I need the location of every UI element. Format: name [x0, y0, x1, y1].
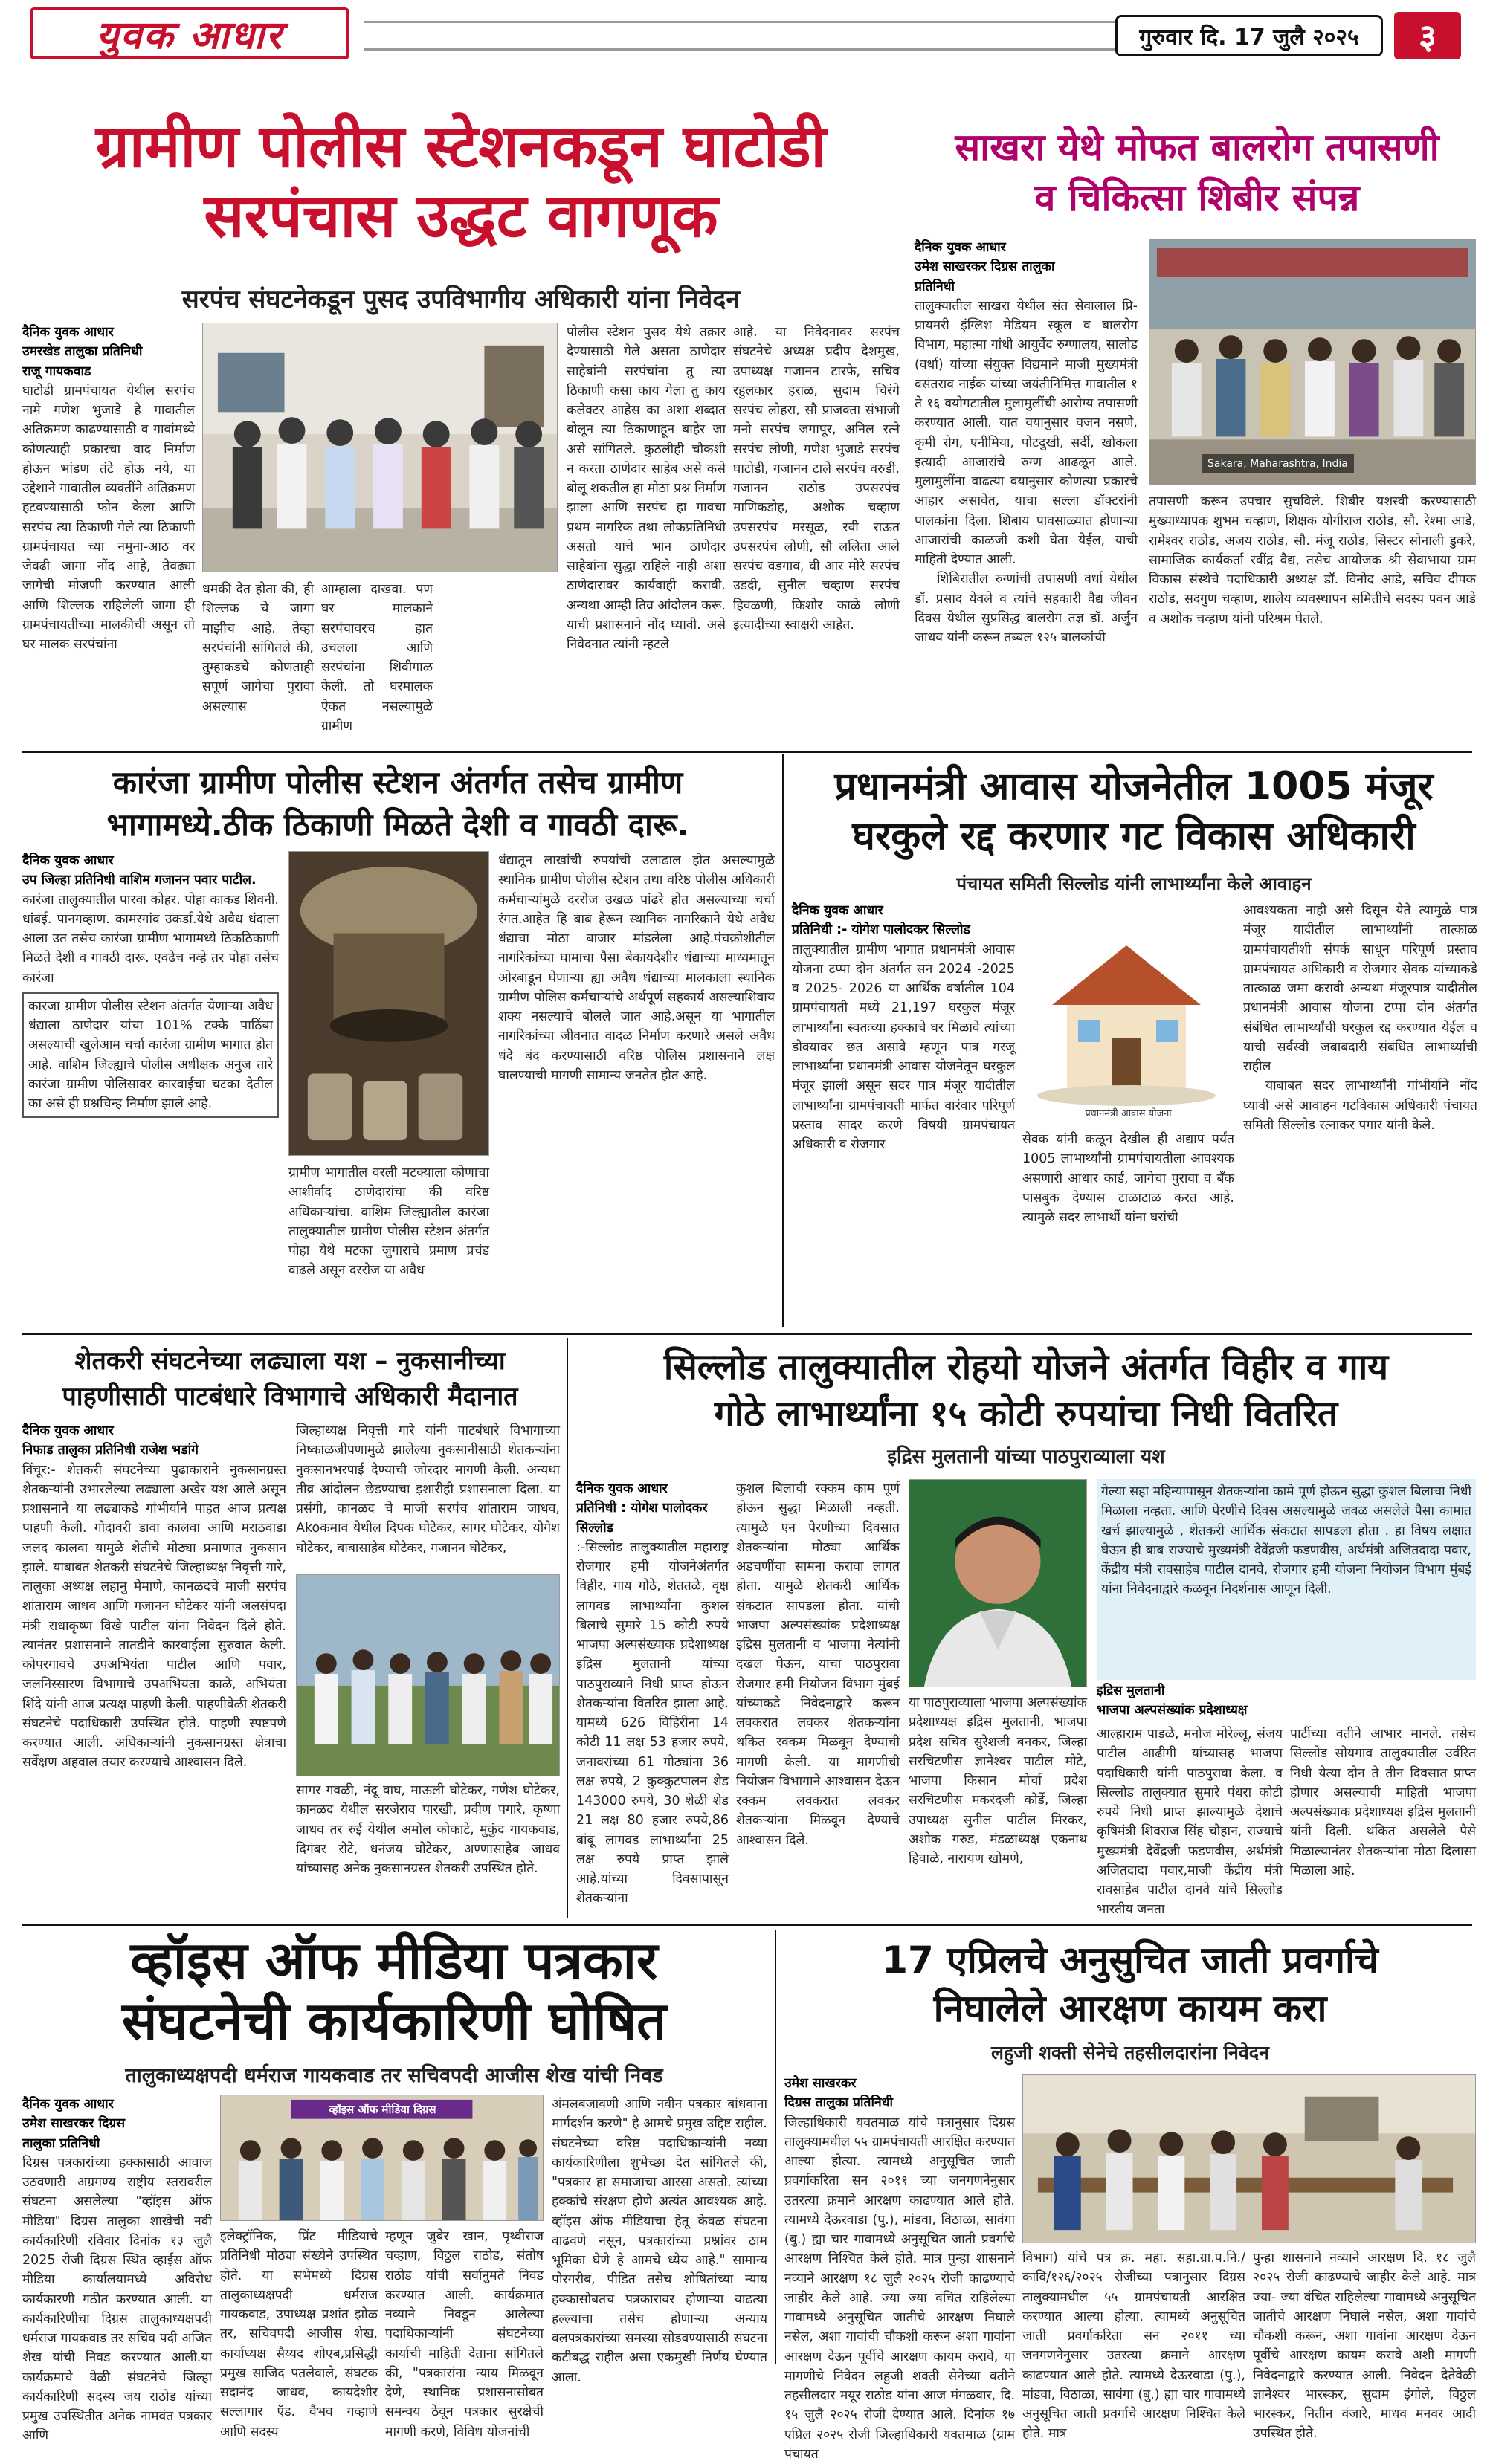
- story6-column-2: कुशल बिलाची रक्कम काम पूर्ण होऊन सुद्धा मिळाली नव्हती. त्यामुळे एन पेरणीच्या दिवसात शेतकऱ्यांना मोठ्या आर्थिक अडचणींचा सामना करावा लागत होता. यामुळे शेतकरी आर्थिक संकटात सापडला होता. यांची भाजपा अल्पसंख्यांक प्रदेशाध्यक्ष इद्रिस मुलतानी व भाजपा नेत्यांनी दखल घेऊन, याचा पाठपुरावा रोजगार हमी नियोजन विभाग मुंबई यांच्याकडे निवेदनाद्वारे करून लवकरात लवकर शेतकऱ्यांना थकित रक्कम मिळवून देण्याची मागणी केली. या मागणीची नियोजन विभागाने आश्वासन देऊन रक्कम लवकरात लवकर शेतकऱ्यांना मिळवून देण्याचे आश्वासन दिले.: [736, 1481, 900, 1848]
- story1-column-5: आहे. या निवेदनावर सरपंच संघटनेचे अध्यक्ष प्रदीप देशमुख, उपाध्यक्ष गजानन टारफे, सचिव रहुलकार हराळ, सुदाम चिरंगे सरपंच लोहरा, सौ प्राजक्ता संभाजी मनो सरपंच जगापूर, अनिल रत्ने सरपंच लोणी, गणेश भुजाडे सरपंच घाटोडी, गजानन टाले सरपंच वरुडी, गजानन राठोड उपसरपंच माणिकडोह, अशोक चव्हाण उपसरपंच मरसूळ, रवी राऊत उपसरपंच लोणी, सौ ललिता आले सरपंच वडगाव, वी आर मोरे सरपंच उडदी, सुनील चव्हाण सरपंच हिवळणी, किशोर काळे लोणी इत्यादींच्या स्वाक्षरी आहेत.: [733, 325, 900, 633]
- story1-byline: दैनिक युवक आधार उमरखेड तालुका प्रतिनिधी राजू गायकवाड: [22, 325, 143, 379]
- story5-column-1: दैनिक युवक आधार निफाड तालुका प्रतिनिधी राजेश भडांगे विंचूर:- शेतकरी संघटनेच्या पुढाकाराने नुकसानग्रस्त शेतकऱ्यांनी उभारलेल्या लढ्याला अखेर यश आले असून प्रशासनाने या लढ्याकडे गांभीर्याने पाहत आज प्रत्यक्ष पाहणी केली. गोदावरी डावा कालवा आणि मराठवाडा जलद कालवा यामुळे शेतीचे मोठ्या प्रमाणात नुकसान झाले. याबाबत शेतकरी संघटनेचे जिल्हाध्यक्ष निवृत्ती गारे, तालुका अध्यक्ष लहानु मेमाणे, कानळदचे माजी सरपंच शांताराम जाधव आणि गजानन घोटेकर यांनी जलसंपदा मंत्री राधाकृष्ण विखे पाटील यांना निवेदन दिले होते. त्यानंतर प्रशासनाने तातडीने कारवाईला सुरुवात केली. कोपरगावचे उपअभियंता पाटील आणि पवार, जलनिस्सारण विभागाचे उपअभियंता काळे, अभियंता शिंदे यांनी आज प्रत्यक्ष पाहणी केली. पाहणीवेळी शेतकरी संघटनेचे पदाधिकारी उपस्थित होते. पाहणी स्पष्टपणे करण्यात आली. अधिकाऱ्यांनी नुकसानग्रस्त क्षेत्राचा सर्वेक्षण अहवाल तयार करण्याचे आश्वासन दिले.: [22, 1421, 286, 1918]
- story3-column-3: धंद्यातून लाखांची रुपयांची उलाढाल होत असल्यामुळे स्थानिक ग्रामीण पोलीस स्टेशन तथा वरिष्ठ पोलीस अधिकारी कर्मचाऱ्यांमुळे दररोज उखळ पांढरे होत असल्याच्या चर्चा रंगत.आहेत हि बाब हेरून स्थानिक नागरिकाने येथे अवैध धंद्याचा मोठा बाजार मांडलेला आहे.पंचक्रोशीतील नागरिकांच्या घामाचा पैसा बेकायदेशीर धंद्याच्या माध्यमातून ओरबाडून घेणाऱ्या ह्या अवैध धंद्याच्या मालकाला स्थानिक ग्रामीण पोलिस कर्मचाऱ्यांचे अर्थपूर्ण सहकार्य असल्याशिवाय शक्य नसल्याचे बोलले जात आहे.असून या भागातील नागरिकांच्या जीवनात वादळ निर्माण करणारे असले अवैध धंदे बंद करण्यासाठी वरिष्ठ पोलिस प्रशासनाने लक्ष घालण्याची मागणी सामान्य जनतेत होत आहे.: [498, 853, 775, 1083]
- divider-middle: [22, 1333, 1472, 1335]
- story1-headline: ग्रामीण पोलीस स्टेशनकडून घाटोडी सरपंचास उद्धट वागणूक: [95, 111, 827, 251]
- story6-byline: दैनिक युवक आधार प्रतिनिधी : योगेश पालोदकर सिल्लोड: [576, 1481, 708, 1536]
- story8-headline: 17 एप्रिलचे अनुसुचित जाती प्रवर्गाचे निघालेले आरक्षण कायम करा: [882, 1938, 1378, 2030]
- story4-subheadline: पंचायत समिती सिल्लोड यांनी लाभार्थ्यांना केले आवाहन: [956, 873, 1312, 894]
- masthead: [0, 0, 1493, 68]
- story2-column-2: तपासणी करून उपचार सुचविले. शिबीर यशस्वी करण्यासाठी मुख्याध्यापक शुभम चव्हाण, शिक्षक योगीराज राठोड, सौ. रेश्मा आडे, रामेश्वर राठोड, अजय राठोड, सौ. मंजू राठोड, सिस्टर सोनाली डुकरे, सामाजिक कार्यकर्ता रवींद्र वैद्य, तसेच आयोजक श्री सेवाभाया ग्राम विकास संस्थेचे पदाधिकारी अध्यक्ष डॉ. विनोद आडे, सचिव दीपक राठोड, सदगुण चव्हाण, शालेय व्यवस्थापन समितीचे सदस्य पवन आडे व अशोक चव्हाण यांनी परिश्रम घेतले.: [1149, 494, 1476, 627]
- story7-column-2: इलेक्ट्रॉनिक, प्रिंट मीडियाचे प्रतिनिधी मोठ्या संख्येने उपस्थित होते. या सभेमध्ये दिग्रस तालुकाध्यक्षपदी धर्मराज गायकवाड, उपाध्यक्ष प्रशांत झोळ तर, सचिवपदी आजीस शेख, कार्याध्यक्ष सैय्यद शोएब,प्रसिद्धी प्रमुख साजिद पतलेवाले, संघटक सदानंद जाधव, कायदेशीर सल्लागार ऍड. वैभव गव्हाणे आणि सदस्य: [220, 2229, 378, 2439]
- story4-headline: प्रधानमंत्री आवास योजनेतील 1005 मंजूर घरकुले रद्द करणार गट विकास अधिकारी: [834, 764, 1434, 858]
- story7-column-3: म्हणून जुबेर खान, पृथ्वीराज चव्हाण, विठ्ठल राठोड, संतोष राठोड यांची सर्वानुमते निवड करण्यात आली. कार्यक्रमात नव्याने निवडून आलेल्या पदाधिकाऱ्यांनी संघटनेच्या कार्याची माहिती देताना सांगितले की, "पत्रकारांना न्याय मिळवून देणे, स्थानिक प्रशासनासोबत समन्वय ठेवून पत्रकार सुरक्षेची मागणी करणे, विविध योजनांची: [385, 2229, 544, 2439]
- story7-headline: व्हॉइस ऑफ मीडिया पत्रकार संघटनेची कार्यकारिणी घोषित: [121, 1930, 666, 2052]
- divider-vertical-bottom-left: [567, 1338, 568, 1918]
- story7-column-4: अंमलबजावणी आणि नवीन पत्रकार बांधवांना मार्गदर्शन करणे" हे आमचे प्रमुख उद्दिष्ट राहील. संघटनेच्या वरिष्ठ पदाधिकाऱ्यांनी नव्या कार्यकारिणीला शुभेच्छा देत सांगितले की, "पत्रकार हा समाजाचा आरसा असतो. त्यांच्या हक्कांचे संरक्षण होणे अत्यंत आवश्यक आहे. व्हॉइस ऑफ मीडियाचा हेतू केवळ संघटना वाढवणे नसून, पत्रकारांच्या प्रश्नांवर ठाम भूमिका घेणे हे आमचे ध्येय आहे." सामान्य पोरगरीब, पीडित तसेच शोषितांच्या न्याय हक्कासोबतच पत्रकारावर होणाऱ्या वाढत्या हल्ल्याचा तसेच होणाऱ्या अन्याय वलपत्रकारांच्या समस्या सोडवण्यासाठी संघटना कटीबद्ध राहील असा एकमुखी निर्णय घेण्यात आला.: [552, 2097, 767, 2385]
- story1-column-1: दैनिक युवक आधार उमरखेड तालुका प्रतिनिधी राजू गायकवाड घाटोडी ग्रामपंचायत येथील सरपंच नामे गणेश भुजाडे हे गावातील अतिक्रमण काढण्यासाठी व गावांमध्ये कोणत्याही प्रकारचा वाद निर्माण होऊन भांडण तंटे होऊ नये, या उद्देशाने गावातील व्यक्तींने अतिक्रमण हटवण्यासाठी फोन केला आणि सरपंच त्या ठिकाणी गेले त्या ठिकाणी ग्रामपंचायत च्या नमुना-आठ वर जेवढी जागा नोंद आहे, तेवढ्या जागेची मोजणी करण्यात आली आणि शिल्लक राहिलेली जागा ही ग्रामपंचायतीच्या मालकीची असून तो घर मालक सरपंचांना: [22, 323, 195, 731]
- story7-photo-banner: व्हॉइस ऑफ मीडिया दिग्रस: [329, 2103, 436, 2116]
- divider-vertical-mid: [782, 754, 784, 1327]
- story7-column-1: दैनिक युवक आधार उमेश साखरकर दिग्रस तालुका प्रतिनिधी दिग्रस पत्रकारांच्या हक्कासाठी आवाज उठवणारी अग्रगण्य राष्ट्रीय स्तरावरील संघटना असलेल्या "व्हॉइस ऑफ मीडिया" दिग्रस तालुका शाखेची नवी कार्यकारिणी रविवार दिनांक १३ जुलै 2025 रोजी दिग्रस स्थित व्हाईस ऑफ मीडिया कार्यालयामध्ये अविरोध कार्यकारणी गठीत करण्यात आली. या कार्यकारिणीचा दिग्रस तालुकाध्यक्षपदी धर्मराज गायकवाड तर सचिव पदी अजित शेख यांची निवड करण्यात आली.या कार्यक्रमाचे वेळी संघटनेचे जिल्हा कार्यकारिणी सदस्य जय राठोड यांच्या प्रमुख उपस्थितीत अनेक नामवंत पत्रकार आणि: [22, 2095, 212, 2362]
- story8-column-3: पुन्हा शासनाने नव्याने आरक्षण दि. १८ जुलै २०२५ रोजी काढण्याचे जाहीर केले आहे. मात्र ज्या- ज्या वंचित राहिलेल्या गावामध्ये अनुसूचित जातीचे आरक्षण निघाले नसेल, अशा गावांचे चौकशी करून, अशा गावांना आरक्षण देऊन पूर्वीचे आरक्षण कायम करावे अशी मागणी निवेदनाद्वारे करण्यात आली. निवेदन देतेवेळी ज्ञानेश्वर भारस्कर, सुदाम इंगोले, विठ्ठल भारस्कर, नितीन वंजारे, माधव मनवर आदी उपस्थित होते.: [1253, 2251, 1476, 2442]
- issue-date: गुरुवार दि. 17 जुलै २०२५: [1139, 24, 1359, 51]
- story8-subheadline: लहुजी शक्ती सेनेचे तहसीलदारांना निवेदन: [991, 2042, 1269, 2063]
- story1-column-2: धमकी देत होता की, ही शिल्लक चे जागा माझीच आहे. तेव्हा सरपंचांनी सांगितले की, तुम्हाकडचे कोणताही सपूर्ण जागेचा पुरावा असल्यास: [202, 582, 314, 714]
- story5-photo: [296, 1574, 560, 1776]
- story1-column-3b: [440, 580, 558, 736]
- story5-column-2b: सागर गवळी, नंदू वाघ, माऊली घोटेकर, गणेश घोटेकर, कानळद येथील सरजेराव पारखी, प्रवीण पगारे, कृष्णा जाधव तर रुई येथील अमोल कोकाटे, मुकुंद गायकवाड, दिगंबर रोटे, धनंजय घोटेकर, अण्णासाहेब जाधव यांच्यासह अनेक नुकसानग्रस्त शेतकरी उपस्थित होते.: [296, 1783, 560, 1876]
- story3-column-1: दैनिक युवक आधार उप जिल्हा प्रतिनिधी वाशिम गजानन पवार पाटील. कारंजा तालुक्यातील पारवा कोहर. पोहा काकड शिवनी. धांबई. पानगव्हाण. कामरगांव उकर्डा.येथे अवैध धंदाला आला उत तसेच कारंजा ग्रामीण भागामध्ये ठिकठिकाणी मिळते देशी व गावठी दारू. एवढेच नव्हे तर पोहा तसेच कारंजा कारंजा ग्रामीण पोलीस स्टेशन अंतर्गत येणाऱ्या अवैध धंद्याला ठाणेदार यांचा 101% टक्के पाठिंबा असल्याची खुलेआम चर्चा कारंजा ग्रामीण भागात होत आहे. वाशिम जिल्ह्याचे पोलीस अधीक्षक अनुज तारे कारंजा ग्रामीण पोलिसावर कारवाईचा चटका देतील का असे ही प्रश्नचिन्ह निर्माण झाले आहे.: [22, 851, 279, 1327]
- story2-headline: साखरा येथे मोफत बालरोग तपासणी व चिकित्सा शिबीर संपन्न: [955, 126, 1439, 219]
- story2-column-1: दैनिक युवक आधार उमेश साखरकर दिग्रस तालुका प्रतिनिधी तालुक्यातील साखरा येथील संत सेवालाल प्रि- प्रायमरी इंग्लिश मेडियम स्कूल व बालरोग विभाग, महात्मा गांधी आयुर्वेद रुग्णालय, सालोड (वर्धा) यांच्या संयुक्त विद्यमाने माजी मुख्यमंत्री वसंतराव नाईक यांच्या जयंतीनिमित्त गावातील १ ते १६ वयोगटातील मुलामुलींची आरोग्य तपासणी करण्यात आली. यात वयानुसार वजन नसणे, कृमी रोग, एनीमिया, पोटदुखी, सर्दी, खोकला इत्यादी आजारांचे रुग्ण आढळून आले. मुलामुलींना वाढत्या वयानुसार कोणत्या प्रकारचे आहार असावेत, याचा सल्ला डॉक्टरांनी पालकांना दिला. शिबाय पावसाळ्यात होणाऱ्या आजारांची काळजी कशी घेता येईल, याची माहिती देण्यात आली. शिबिरातील रुग्णांची तपासणी वर्धा येथील डॉ. प्रसाद येवले व त्यांचे सहकारी वैद्य जीवन दिवस येथील सुप्रसिद्ध बालरोग तज्ञ डॉ. अर्जुन जाधव यांनी करून तब्बल १२५ बालकांची: [915, 238, 1138, 743]
- story3-highlight-box: कारंजा ग्रामीण पोलीस स्टेशन अंतर्गत येणाऱ्या अवैध धंद्याला ठाणेदार यांचा 101% टक्के पाठिंबा असल्याची खुलेआम चर्चा कारंजा ग्रामीण भागात होत आहे. वाशिम जिल्ह्याचे पोलीस अधीक्षक अनुज तारे कारंजा ग्रामीण पोलिसावर कारवाईचा चटका देतील का असे ही प्रश्नचिन्ह निर्माण झाले आहे.: [22, 992, 279, 1119]
- story6-column-3: या पाठपुराव्याला भाजपा अल्पसंख्यांक प्रदेशाध्यक्ष इद्रिस मुलतानी, भाजपा प्रदेश सचिव सुरेशजी बनकर, जिल्हा सरचिटणीस ज्ञानेश्वर पाटील मोटे, भाजपा किसान मोर्चा प्रदेश सरचिटणीस मकरंदजी कोर्डे, जिल्हा उपाध्यक्ष सुनील पाटील मिरकर, अशोक गरुड, मंडळाध्यक्ष एकनाथ हिवाळे, नारायण खोमणे,: [909, 1695, 1088, 1866]
- story8-photo: [1022, 2074, 1476, 2243]
- story1-subheadline: सरपंच संघटनेकडून पुसद उपविभागीय अधिकारी यांना निवेदन: [181, 285, 741, 314]
- story8-byline: उमेश साखरकर दिग्रस तालुका प्रतिनिधी: [784, 2076, 894, 2111]
- story4-logo-caption: प्रधानमंत्री आवास योजना: [1085, 1108, 1172, 1119]
- story6-column-1: दैनिक युवक आधार प्रतिनिधी : योगेश पालोदकर सिल्लोड :-सिल्लोड तालुक्यातील महाराष्ट्र रोजगार हमी योजनेअंतर्गत विहीर, गाय गोठे, शेततळे, वृक्ष लागवड लाभार्थ्यांना कुशल बिलाचे सुमारे 15 कोटी रुपये भाजपा अल्पसंख्याक प्रदेशाध्यक्ष इद्रिस मुलतानी यांच्या पाठपुराव्याने निधी प्राप्त होऊन शेतकऱ्यांना वितरित झाला आहे. यामध्ये 626 विहिरीना 14 कोटी 11 लक्ष 53 हजार रुपये, जनावरांच्या 61 गोठ्यांना 36 लक्ष रुपये, 2 कुक्कुटपालन शेड 143000 रुपये, 30 शेळी शेड 21 लक्ष 80 हजार रुपये,86 बांबू लागवड लाभार्थ्यांना 25 लक्ष रुपये प्राप्त झाले आहे.यांच्या दिवसापासून शेतकऱ्यांना: [576, 1479, 729, 1918]
- story2-byline: दैनिक युवक आधार उमेश साखरकर दिग्रस तालुका प्रतिनिधी: [915, 240, 1055, 294]
- story4-column-3: आवश्यकता नाही असे दिसून येते त्यामुळे पात्र मंजूर यादीतील लाभार्थ्यांनी तात्काळ ग्रामपंचायतीशी संपर्क साधून परिपूर्ण प्रस्ताव ग्रामपंचायत अधिकारी व रोजगार सेवक यांच्याकडे तात्काळ जमा करावी अन्यथा मंजूरपात्र यादीतील प्रधानमंत्री आवास योजना टप्पा दोन अंतर्गत संबंधित लाभार्थ्यांची घरकुल रद्द करण्यात येईल व याची सर्वस्वी जबाबदारी संबंधित लाभार्थ्यांची राहील याबाबत सदर लाभार्थ्यांनी गांभीर्याने नोंद घ्यावी असे आवाहन गटविकास अधिकारी पंचायत समिती सिल्लोड रत्नाकर पगार यांनी केले.: [1243, 903, 1477, 1133]
- story8-column-1: उमेश साखरकर दिग्रस तालुका प्रतिनिधी जिल्हाधिकारी यवतमाळ यांचे पत्रानुसार दिग्रस तालुक्यामधील ५५ ग्रामपंचायती आरक्षित करण्यात आल्या होत्या. त्यामध्ये अनुसूचित जाती प्रवर्गाकरिता सन २०११ च्या जनगणनेनुसार उतरत्या क्रमाने आरक्षण काढण्यात आले होते. त्यामध्ये देऊरवाडा (पु.), मांडवा, विठाळा, सावंगा (बु.) ह्या चार गावामध्ये अनुसूचित जाती प्रवर्गाचे आरक्षण निश्चित केले होते. मात्र पुन्हा शासनाने नव्याने आरक्षण १८ जुलै २०२५ रोजी काढण्याचे जाहीर केले आहे. ज्या ज्या वंचित राहिलेल्या गावामध्ये अनुसूचित जातीचे आरक्षण निघाले नसेल, अशा गावांची चौकशी करून अशा गावांना आरक्षण देऊन पूर्वीचे आरक्षण कायम करावे, या मागणीचे निवेदन लहुजी शक्ती सेनेच्या वतीने तहसीलदार मयूर राठोड यांना आज मंगळवार, दि. १५ जुलै २०२५ रोजी देण्यात आले. दिनांक १७ एप्रिल २०२५ रोजी जिल्हाधिकारी यवतमाळ (ग्राम पंचायत: [784, 2074, 1015, 2364]
- masthead-band: [364, 21, 1115, 51]
- divider-top: [22, 751, 1472, 753]
- story7-subheadline: तालुकाध्यक्षपदी धर्मराज गायकवाड तर सचिवपदी आजीस शेख यांची निवड: [125, 2064, 663, 2087]
- story6-column-4a: गेल्या सहा महिन्यापासून शेतकऱ्यांना कामे पूर्ण होऊन सुद्धा कुशल बिलाचा निधी मिळाला नव्हता. आणि पेरणीचे दिवस असल्यामुळे जवळ असलेले पैसा कामात खर्च झाल्यामुळे , शेतकरी आर्थिक संकटात सापडला होता . हा विषय लक्षात घेऊन ही बाब राज्याचे मुख्यमंत्री देवेंद्रजी फडणवीस, अर्थमंत्री अजितदादा पवार, केंद्रीय मंत्री रावसाहेब पाटील दानवे, रोजगार हमी योजना नियोजन विभाग मुंबई यांना निवेदनाद्वारे कळवून निदर्शनास आणून दिली.: [1097, 1479, 1476, 1680]
- masthead-logo-text: युवक आधार: [96, 13, 283, 58]
- story2-photo-caption: Sakara, Maharashtra, India: [1202, 454, 1354, 473]
- story2-photo: [1149, 239, 1476, 485]
- story6-column-5: पार्टीच्या वतीने आभार मानले. तसेच सिल्लोड सोयगाव तालुक्यातील उर्वरित निधी येत्या दोन ते तीन दिवसात प्राप्त होणार असल्याची माहिती भाजपा अल्पसंख्याक प्रदेशाध्यक्ष इद्रिस मुलतानी यांनी दिली. थकित असलेले पैसे मिळाल्यानंतर शेतकऱ्यांना मोठा दिलासा मिळाला आहे.: [1290, 1727, 1476, 1878]
- masthead-date-box: [1115, 15, 1383, 56]
- story6-signature: इद्रिस मुलतानी भाजपा अल्पसंख्यांक प्रदेशाध्यक्ष: [1097, 1684, 1248, 1718]
- story3-headline: कारंजा ग्रामीण पोलीस स्टेशन अंतर्गत तसेच ग्रामीण भागामध्ये.ठीक ठिकाणी मिळते देशी व गावठी दारू.: [106, 764, 689, 843]
- story8-column-2: विभाग) यांचे पत्र क्र. महा. सहा.ग्रा.प.नि./कावि/१२६/२०२५ रोजीच्या पत्रानुसार दिग्रस तालुक्यामधील ५५ ग्रामपंचायती आरक्षित करण्यात आल्या होत्या. त्यामध्ये अनुसूचित जाती प्रवर्गाकरिता सन २०११ च्या जनगणनेनुसार उतरत्या क्रमाने आरक्षण काढण्यात आले होते. त्यामध्ये देऊरवाडा (पु.), मांडवा, विठाळा, सावंगा (बु.) ह्या चार गावामध्ये अनुसूचित जाती प्रवर्गाचे आरक्षण निश्चित केले होते. मात्र: [1022, 2251, 1245, 2442]
- story1-photo: [202, 323, 558, 572]
- story7-byline: दैनिक युवक आधार उमेश साखरकर दिग्रस तालुका प्रतिनिधी: [22, 2097, 126, 2151]
- story5-byline: दैनिक युवक आधार निफाड तालुका प्रतिनिधी राजेश भडांगे: [22, 1423, 199, 1458]
- masthead-logo: [30, 7, 349, 59]
- story4-column-1: दैनिक युवक आधार प्रतिनिधी :- योगेश पालोदकर सिल्लोड तालुक्यातील ग्रामीण भागात प्रधानमंत्री आवास योजना टप्पा दोन अंतर्गत सन 2024 -2025 व 2025- 2026 या आर्थिक वर्षातील 104 ग्रामपंचायती मध्ये 21,197 घरकुल मंजूर लाभार्थ्यांना स्वतःच्या हक्काचे घर मिळावे त्यांच्या डोक्यावर छत असावे म्हणून पात्र गरजू लाभार्थ्यांना प्रधानमंत्री आवास योजनेतून घरकुल मंजूर झाली असून सदर पात्र मंजूर यादीतील लाभार्थ्यांना ग्रामपंचायती मार्फत वारंवार परिपूर्ण प्रस्ताव सादर करणे विषयी ग्रामपंचायत अधिकारी व रोजगार: [792, 901, 1015, 1328]
- divider-vertical-bottom-right: [775, 1930, 776, 2364]
- story5-column-2a: जिल्हाध्यक्ष निवृत्ती गारे यांनी पाटबंधारे विभागाच्या निष्काळजीपणामुळे झालेल्या नुकसानीसाठी शेतकऱ्यांना नुकसानभरपाई देण्याची जोरदार मागणी केली. अन्यथा तीव्र आंदोलन छेडण्याचा इशारीही प्रशासनाला दिला. या प्रसंगी, कानळद चे माजी सरपंच शांताराम जाधव, Akoकमाव येथील दिपक घोटेकर, सागर घोटेकर, योगेश घोटेकर, बाबासाहेब घोटेकर, गजानन घोटेकर,: [296, 1423, 560, 1556]
- story3-photo: [288, 851, 489, 1156]
- story1-column-3: आम्हाला दाखवा. पण घर मालकाने सरपंचावरच हात उचलला आणि सरपंचांना शिवीगाळ केली. तो घरमालक ऐकत नसल्यामुळे ग्रामीण: [321, 582, 433, 734]
- story4-byline: दैनिक युवक आधार प्रतिनिधी :- योगेश पालोदकर सिल्लोड: [792, 903, 970, 938]
- story5-headline: शेतकरी संघटनेच्या लढ्याला यश – नुकसानीच्या पाहणीसाठी पाटबंधारे विभागाचे अधिकारी मैदानात: [62, 1346, 518, 1412]
- story6-column-4b: आल्हाराम पाडळे, मनोज मोरेल्लू, संजय पाटील आढीगी यांच्यासह भाजपा पदाधिकारी यांनी पाठपुरावा केला. व सिल्लोड तालुक्यात सुमारे पंधरा कोटी रुपये निधी प्राप्त झाल्यामुळे देशाचे कृषिमंत्री शिवराज सिंह चौहान, राज्याचे मुख्यमंत्री देवेंद्रजी फडणवीस, अर्थमंत्री अजितदादा पवार,माजी केंद्रीय मंत्री रावसाहेब पाटील दानवे यांचे सिल्लोड भारतीय जनता: [1097, 1727, 1283, 1918]
- story6-headline: सिल्लोड तालुक्यातील रोहयो योजने अंतर्गत विहीर व गाय गोठे लाभार्थ्यांना १५ कोटी रुपयांचा निधी वितरित: [663, 1346, 1389, 1435]
- story3-byline: दैनिक युवक आधार उप जिल्हा प्रतिनिधी वाशिम गजानन पवार पाटील.: [22, 853, 257, 888]
- story1-column-4: पोलीस स्टेशन पुसद येथे तक्रार देण्यासाठी गेले असता ठाणेदार साहेबांनी सरपंचांना तु त्या ठिकाणी कसा काय गेला तु काय कलेक्टर आहेस का अशा शब्दात बोलून त्या ठिकाणाहून बाहेर जा असे सांगितले. कुठलीही चौकशी न करता ठाणेदार साहेब असे कसे बोलू शकतील हा मोठा प्रश्न निर्माण झाला आणि सरपंच हा गावचा प्रथम नागरिक तथा लोकप्रतिनिधी असतो याचे भान ठाणेदार साहेबांना सुद्धा राहिले नाही अशा ठाणेदारावर कार्यवाही करावी. अन्यथा आम्ही तिव्र आंदोलन करू. याची प्रशासनाने नोंद घ्यावी. असे निवेदनात त्यांनी म्हटले: [567, 325, 726, 652]
- story4-column-2: सेवक यांनी कळून देखील ही अद्याप पर्यंत 1005 लाभार्थ्यांनी ग्रामपंचायतीला आवश्यक असणारी आधार कार्ड, जागेचा पुरावा व बँक पासबुक देण्यास टाळाटाळ करत आहे. त्यामुळे सदर लाभार्थी यांना घरांची: [1022, 1132, 1234, 1225]
- story4-logo-image: [1022, 901, 1234, 1124]
- story6-portrait: [909, 1479, 1087, 1687]
- story3-column-2: ग्रामीण भागातील वरली मटक्याला कोणाचा आशीर्वाद ठाणेदारांचा की वरिष्ठ अधिकाऱ्यांचा. वाशिम जिल्ह्यातील कारंजा तालुक्यातील ग्रामीण पोलीस स्टेशन अंतर्गत पोहा येथे मटका जुगाराचे प्रमाण प्रचंड वाढले असून दररोज या अवैध: [288, 1165, 489, 1278]
- page-number: ३: [1394, 12, 1461, 59]
- story7-photo: [220, 2095, 544, 2221]
- story6-subheadline: इद्रिस मुलतानी यांच्या पाठपुराव्याला यश: [887, 1446, 1165, 1468]
- divider-bottom: [22, 1924, 1472, 1926]
